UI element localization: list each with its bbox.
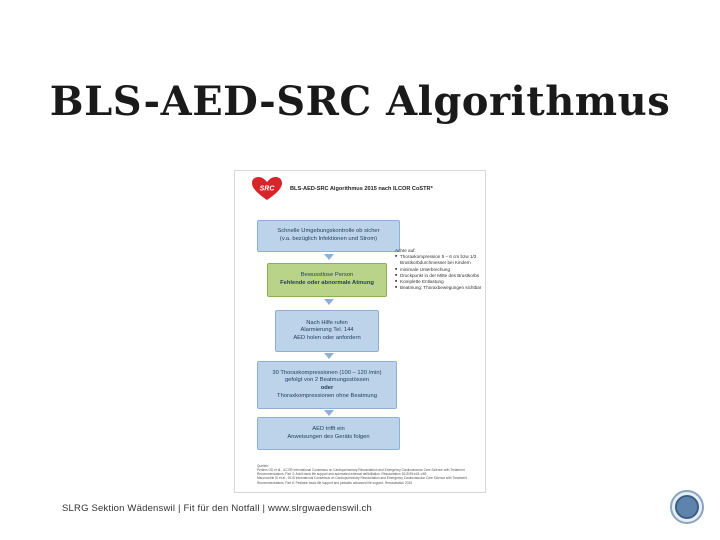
- side-notes: [395, 248, 483, 291]
- step-call-for-help: [275, 310, 379, 352]
- step-line: Thoraxkompressionen ohne Beatmung: [277, 392, 377, 399]
- side-notes-list: [395, 254, 483, 291]
- flow-arrow: [324, 353, 334, 359]
- flow-arrow: [324, 254, 334, 260]
- slide-title: BLS-AED-SRC Algorithmus: [49, 78, 671, 125]
- slide-footer: SLRG Sektion Wädenswil | Fit für den Notfall | www.slrgwaedenswil.ch: [62, 503, 372, 514]
- flow-arrow: [324, 410, 334, 416]
- algorithm-document: [234, 170, 486, 493]
- reference-item: Maconochie IK et al., 2015 International Consensus on Cardiopulmonary Resuscitation and Emergency Cardiovascular Care Science with Treatment Recommendations. Part 6: Pediatric basic life support and pediatric advanced life support. Resuscitation 2015: [257, 476, 467, 485]
- step-line: oder: [320, 385, 334, 391]
- step-line: (v.a. bezüglich Infektionen und Strom): [279, 236, 378, 242]
- src-logo: [251, 176, 283, 202]
- step-line: Anweisungen des Geräts folgen: [287, 433, 370, 440]
- step-line: gefolgt von 2 Beatmungsstössen: [284, 377, 370, 384]
- slide-nav-button[interactable]: [670, 490, 704, 524]
- step-line: Bewusstlose Person: [300, 272, 354, 279]
- step-line: AED trifft ein: [312, 425, 345, 432]
- step-aed-arrives: [257, 417, 400, 450]
- step-line: Nach Hilfe rufen: [306, 319, 348, 326]
- step-environment-check: [257, 220, 400, 252]
- step-line: Fehlende oder abnormale Atmung: [280, 280, 374, 286]
- nav-circle-icon: [675, 495, 699, 519]
- side-note-item: ■ Komplette Entlastung: [395, 279, 483, 285]
- side-note-item: ■ Thoraxkompression 5 – 6 cm bzw 1/3 Brustkorbdurchmesser bei Kindern: [395, 254, 483, 266]
- step-line: 30 Thoraxkompressionen (100 – 120 /min): [272, 369, 382, 376]
- references-heading: Quellen:: [257, 464, 269, 468]
- step-line: Alarmierung Tel. 144: [300, 327, 354, 334]
- side-note-item: ■ Beatmung: Thoraxbewegungen sichtbar: [395, 285, 483, 291]
- step-line: Schnelle Umgebungskontrolle ob sicher: [277, 228, 380, 235]
- flow-arrow: [324, 299, 334, 305]
- step-chest-compressions: [257, 361, 397, 409]
- step-unconscious-person: [267, 263, 387, 297]
- step-line: AED holen oder anfordern: [293, 334, 361, 341]
- document-title: BLS-AED-SRC Algorithmus 2015 nach ILCOR CoSTR*: [290, 186, 433, 192]
- side-notes-heading: Achte auf:: [395, 248, 416, 253]
- side-note-item: ■ minimale Unterbrechung: [395, 267, 483, 273]
- logo-text: SRC: [259, 185, 275, 193]
- side-note-item: ■ Druckpunkt in der Mitte des Brustkorbs: [395, 273, 483, 279]
- reference-item: Perkins GD et al., ILCOR International Consensus on Cardiopulmonary Resuscitation and Emergency Cardiovascular Care Science with Treatment Recommendations. Part 3: Adult basic life support and automated external defibrillation. Resuscitation 2015;95:e43–e69: [257, 468, 465, 477]
- references: [257, 464, 467, 485]
